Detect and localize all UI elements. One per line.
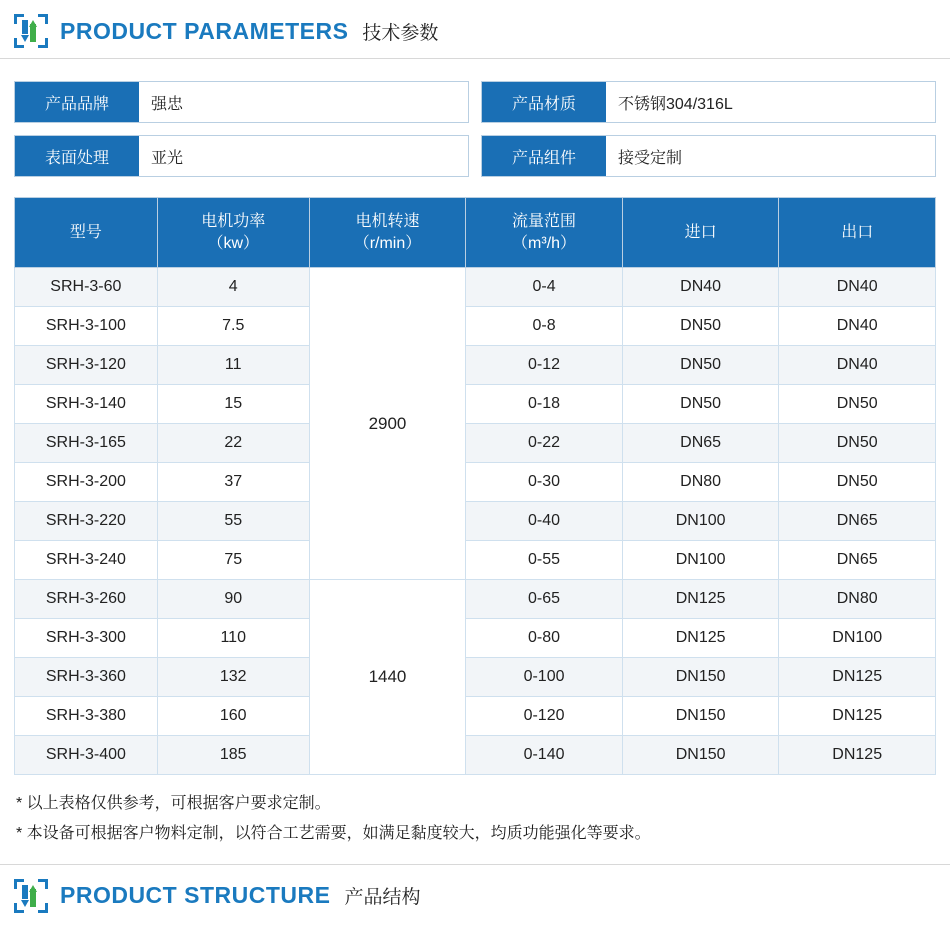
cell-model: SRH-3-140 [15, 385, 158, 424]
cell-flow: 0-140 [466, 736, 623, 775]
header-line1: 流量范围 [512, 212, 577, 230]
cell-model: SRH-3-380 [15, 697, 158, 736]
cell-outlet: DN50 [779, 385, 936, 424]
header-line2: （kw） [207, 234, 259, 252]
cell-outlet: DN40 [779, 268, 936, 307]
cell-outlet: DN40 [779, 346, 936, 385]
page-title-cn: 技术参数 [362, 22, 439, 44]
cell-flow: 0-12 [466, 346, 623, 385]
cell-model: SRH-3-220 [15, 502, 158, 541]
cell-model: SRH-3-260 [15, 580, 158, 619]
info-column-left [14, 81, 469, 189]
table-row [15, 463, 936, 502]
cell-power: 15 [157, 385, 309, 424]
cell-outlet: DN100 [779, 619, 936, 658]
cell-outlet: DN50 [779, 463, 936, 502]
column-header-flow [466, 198, 623, 268]
info-label: 表面处理 [15, 136, 139, 176]
cell-outlet: DN125 [779, 736, 936, 775]
table-row [15, 268, 936, 307]
spec-table [14, 197, 936, 775]
cell-inlet: DN80 [622, 463, 779, 502]
header-line2: （m³/h） [512, 234, 577, 252]
info-row [481, 81, 936, 123]
section-header-parameters [0, 0, 950, 58]
cell-inlet: DN50 [622, 346, 779, 385]
cell-inlet: DN100 [622, 541, 779, 580]
cell-inlet: DN150 [622, 697, 779, 736]
column-header-power [157, 198, 309, 268]
cell-power: 75 [157, 541, 309, 580]
info-value: 接受定制 [606, 136, 935, 176]
structure-title-cn: 产品结构 [344, 887, 421, 909]
info-grid [0, 59, 950, 189]
cell-flow: 0-40 [466, 502, 623, 541]
cell-outlet: DN40 [779, 307, 936, 346]
table-row [15, 736, 936, 775]
header-line1: 电机转速 [355, 212, 420, 230]
page-title-en: PRODUCT PARAMETERS [60, 17, 349, 44]
cell-outlet: DN65 [779, 541, 936, 580]
cell-flow: 0-80 [466, 619, 623, 658]
cell-power: 4 [157, 268, 309, 307]
info-value: 强忠 [139, 82, 468, 122]
cell-outlet: DN125 [779, 658, 936, 697]
info-label: 产品材质 [482, 82, 606, 122]
cell-model: SRH-3-100 [15, 307, 158, 346]
notes-block [0, 775, 950, 850]
table-row [15, 541, 936, 580]
cell-inlet: DN50 [622, 385, 779, 424]
column-header-outlet [779, 198, 936, 268]
cell-power: 37 [157, 463, 309, 502]
cell-model: SRH-3-360 [15, 658, 158, 697]
header-line1: 型号 [69, 223, 102, 241]
table-row [15, 697, 936, 736]
cell-outlet: DN50 [779, 424, 936, 463]
cell-power: 110 [157, 619, 309, 658]
cell-power: 160 [157, 697, 309, 736]
cell-power: 7.5 [157, 307, 309, 346]
cell-flow: 0-8 [466, 307, 623, 346]
bracket-arrow-logo-icon [14, 14, 48, 48]
header-line2: （r/min） [353, 234, 422, 252]
table-row [15, 385, 936, 424]
cell-power: 132 [157, 658, 309, 697]
bracket-arrow-logo-icon [14, 879, 48, 913]
cell-flow: 0-120 [466, 697, 623, 736]
table-row [15, 580, 936, 619]
cell-model: SRH-3-120 [15, 346, 158, 385]
table-row [15, 658, 936, 697]
cell-inlet: DN100 [622, 502, 779, 541]
cell-flow: 0-22 [466, 424, 623, 463]
cell-outlet: DN65 [779, 502, 936, 541]
table-header-row [15, 198, 936, 268]
cell-inlet: DN150 [622, 658, 779, 697]
cell-outlet: DN80 [779, 580, 936, 619]
info-row [14, 135, 469, 177]
table-row [15, 346, 936, 385]
info-column-right [481, 81, 936, 189]
cell-power: 22 [157, 424, 309, 463]
cell-inlet: DN65 [622, 424, 779, 463]
header-line1: 出口 [841, 223, 874, 241]
cell-flow: 0-100 [466, 658, 623, 697]
cell-inlet: DN125 [622, 619, 779, 658]
cell-flow: 0-55 [466, 541, 623, 580]
cell-model: SRH-3-240 [15, 541, 158, 580]
table-row [15, 307, 936, 346]
spec-table-body [15, 268, 936, 775]
cell-inlet: DN150 [622, 736, 779, 775]
cell-flow: 0-30 [466, 463, 623, 502]
column-header-model [15, 198, 158, 268]
structure-title-en: PRODUCT STRUCTURE [60, 882, 331, 909]
table-row [15, 502, 936, 541]
info-label: 产品组件 [482, 136, 606, 176]
column-header-inlet [622, 198, 779, 268]
cell-flow: 0-65 [466, 580, 623, 619]
cell-outlet: DN125 [779, 697, 936, 736]
table-row [15, 424, 936, 463]
cell-power: 90 [157, 580, 309, 619]
spec-table-wrapper [0, 189, 950, 775]
header-line1: 进口 [684, 223, 717, 241]
cell-rpm: 2900 [309, 268, 466, 580]
cell-power: 55 [157, 502, 309, 541]
cell-inlet: DN50 [622, 307, 779, 346]
cell-model: SRH-3-300 [15, 619, 158, 658]
cell-model: SRH-3-400 [15, 736, 158, 775]
header-line1: 电机功率 [201, 212, 266, 230]
cell-inlet: DN40 [622, 268, 779, 307]
info-label: 产品品牌 [15, 82, 139, 122]
cell-power: 11 [157, 346, 309, 385]
info-value: 亚光 [139, 136, 468, 176]
section-header-structure [0, 865, 950, 923]
cell-inlet: DN125 [622, 580, 779, 619]
table-row [15, 619, 936, 658]
cell-model: SRH-3-165 [15, 424, 158, 463]
note-line: * 本设备可根据客户物料定制，以符合工艺需要，如满足黏度较大，均质功能强化等要求。 [16, 825, 651, 843]
note-line: * 以上表格仅供参考，可根据客户要求定制。 [16, 795, 331, 812]
cell-flow: 0-4 [466, 268, 623, 307]
cell-model: SRH-3-60 [15, 268, 158, 307]
info-row [14, 81, 469, 123]
cell-flow: 0-18 [466, 385, 623, 424]
info-value: 不锈钢304/316L [606, 82, 935, 122]
cell-rpm: 1440 [309, 580, 466, 775]
column-header-rpm [309, 198, 466, 268]
cell-power: 185 [157, 736, 309, 775]
cell-model: SRH-3-200 [15, 463, 158, 502]
info-row [481, 135, 936, 177]
